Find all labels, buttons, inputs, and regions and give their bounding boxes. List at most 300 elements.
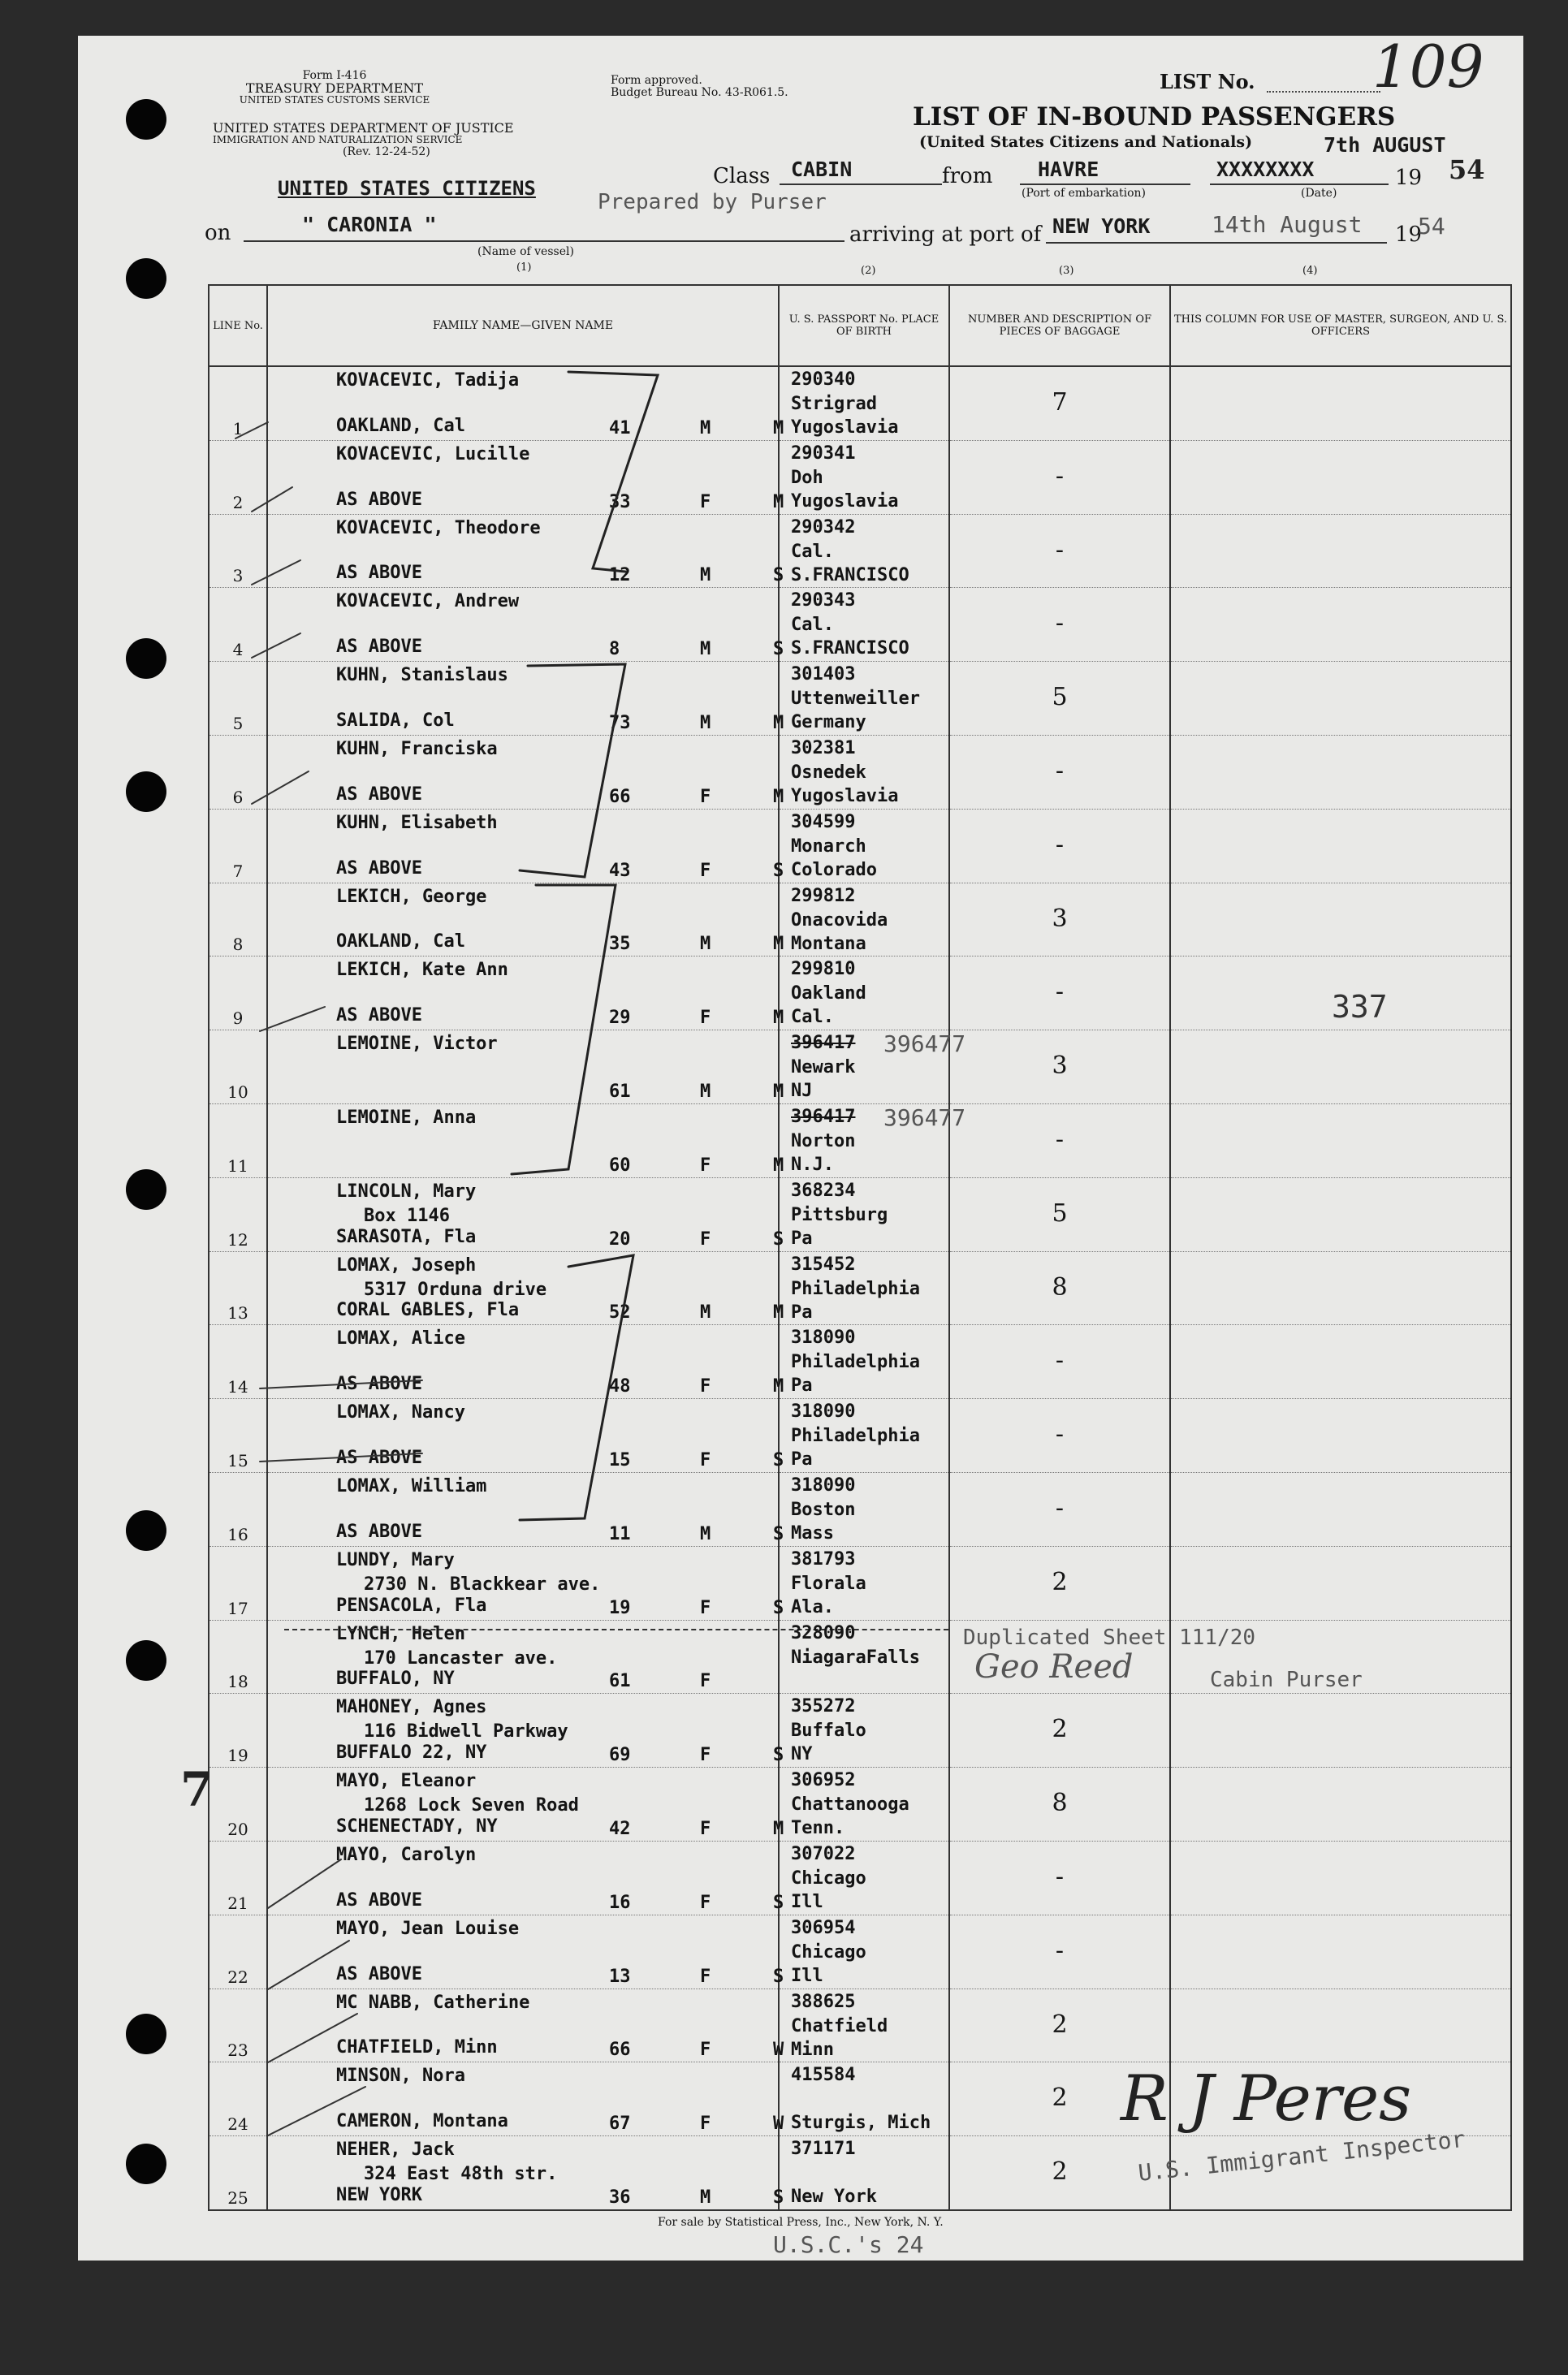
baggage-cell	[949, 366, 1170, 440]
arrival-port: NEW YORK	[1052, 214, 1151, 238]
passenger-marital: M	[773, 417, 784, 438]
passenger-name: MINSON, Nora	[336, 2066, 465, 2087]
passenger-cell	[267, 440, 784, 514]
line-number: 6	[232, 787, 244, 807]
table-row	[209, 1177, 1511, 1251]
birthplace-line2: Yugoslavia	[791, 785, 899, 806]
punch-hole	[126, 1169, 166, 1210]
passenger-marital: S	[773, 1523, 784, 1544]
passport-cell	[779, 1325, 949, 1399]
passenger-sex: F	[700, 1449, 711, 1470]
birthplace	[791, 2014, 888, 2062]
birthplace	[791, 909, 888, 956]
passport-number: 302381	[791, 737, 856, 758]
table-row	[209, 735, 1511, 809]
prepared-by-purser: Prepared by Purser	[598, 190, 827, 214]
birthplace-line2: Yugoslavia	[791, 417, 899, 438]
passenger-sex: F	[700, 2114, 711, 2135]
passport-cell	[779, 440, 949, 514]
table-header-row	[209, 285, 1511, 366]
passenger-name: LOMAX, Alice	[336, 1328, 465, 1349]
form-title: LIST OF IN-BOUND PASSENGERS	[913, 102, 1396, 132]
officer-cell	[1170, 883, 1511, 956]
line-number-cell	[209, 1989, 267, 2062]
us-citizens-label: UNITED STATES CITIZENS	[278, 177, 536, 200]
birthplace-line2: Minn	[791, 2039, 834, 2060]
passport-number: 299810	[791, 959, 856, 980]
passport-number: 290340	[791, 369, 856, 390]
passport-number: 299812	[791, 885, 856, 906]
passenger-marital: S	[773, 1229, 784, 1250]
baggage-count: 7	[1052, 388, 1068, 417]
passenger-address: AS ABOVE	[336, 1005, 422, 1026]
col-name: FAMILY NAME—GIVEN NAME	[267, 285, 779, 366]
passenger-name: LUNDY, Mary	[336, 1549, 455, 1570]
table-row	[209, 883, 1511, 956]
passport-number: 301403	[791, 664, 856, 685]
margin-mark: 7	[180, 1762, 214, 1817]
baggage-count: -	[1055, 978, 1065, 1007]
officer-cell	[1170, 1694, 1511, 1768]
year-arrival: 54	[1418, 213, 1445, 240]
baggage-count: -	[1055, 756, 1065, 785]
birthplace	[791, 1719, 866, 1766]
passenger-sex: F	[700, 1892, 711, 1913]
passport-number: 307022	[791, 1843, 856, 1864]
passport-cell	[779, 1620, 949, 1694]
line-number-cell	[209, 883, 267, 956]
duplicated-note: Duplicated Sheet 111/20	[963, 1626, 1256, 1650]
list-no-label: LIST No.	[1160, 70, 1255, 93]
punch-hole	[126, 1640, 166, 1681]
baggage-count: -	[1055, 1862, 1065, 1891]
passenger-name: KUHN, Franciska	[336, 738, 498, 759]
passenger-marital: M	[773, 491, 784, 512]
passenger-name: MAHONEY, Agnes	[336, 1697, 487, 1718]
baggage-count: 2	[1052, 1715, 1068, 1744]
baggage-count: 5	[1052, 683, 1068, 712]
punch-hole	[126, 771, 166, 812]
passenger-marital: S	[773, 1597, 784, 1618]
purser-signature: Geo Reed	[974, 1648, 1134, 1686]
passenger-marital: S	[773, 639, 784, 660]
line-number-cell	[209, 956, 267, 1030]
birthplace-line2: Pa	[791, 1449, 813, 1470]
passenger-cell	[267, 1251, 784, 1325]
baggage-cell	[949, 1177, 1170, 1251]
birthplace-line1: NiagaraFalls	[791, 1647, 920, 1668]
birthplace-line1: Philadelphia	[791, 1352, 920, 1373]
passenger-address: PENSACOLA, Fla	[336, 1595, 487, 1616]
birthplace	[791, 466, 898, 513]
birthplace	[791, 687, 920, 734]
table-row	[209, 1103, 1511, 1177]
passenger-address: AS ABOVE	[336, 1447, 422, 1468]
table-row	[209, 1841, 1511, 1915]
birthplace-line2: Ill	[791, 1891, 823, 1912]
birthplace	[791, 1941, 866, 1988]
birthplace-line2: NJ	[791, 1081, 813, 1102]
passport-number: 381793	[791, 1548, 856, 1570]
line-number: 13	[227, 1303, 248, 1324]
passenger-age: 19	[609, 1597, 631, 1618]
table-row	[209, 1768, 1511, 1842]
line-number-cell	[209, 1251, 267, 1325]
passenger-sex: F	[700, 786, 711, 807]
officer-cell	[1170, 1030, 1511, 1104]
table-row	[209, 1399, 1511, 1473]
passenger-street: 2730 N. Blackkear ave.	[364, 1574, 601, 1595]
officer-cell	[1170, 588, 1511, 662]
inspector-signature: R J Peres	[1121, 2062, 1412, 2135]
passenger-name: LEMOINE, Anna	[336, 1107, 477, 1128]
passenger-sex: M	[700, 565, 711, 586]
birthplace-line1: Strigrad	[791, 394, 877, 414]
passenger-address: AS ABOVE	[336, 1521, 422, 1542]
passenger-sex: F	[700, 1229, 711, 1250]
officer-cell	[1170, 1472, 1511, 1546]
passenger-street: 1268 Lock Seven Road	[364, 1795, 579, 1816]
passenger-sex: F	[700, 1966, 711, 1987]
birthplace-line2: New York	[791, 2187, 877, 2208]
line-number: 1	[232, 418, 244, 438]
form-subtitle: (United States Citizens and Nationals)	[919, 133, 1253, 151]
passenger-sex: F	[700, 1818, 711, 1839]
passenger-cell	[267, 1325, 784, 1399]
baggage-count: -	[1055, 535, 1065, 564]
passport-number: 368234	[791, 1180, 856, 1201]
table-row	[209, 1325, 1511, 1399]
officer-cell	[1170, 1989, 1511, 2062]
passenger-street: 170 Lancaster ave.	[364, 1647, 558, 1669]
passenger-sex: M	[700, 1523, 711, 1544]
passenger-cell	[267, 1030, 784, 1104]
passenger-age: 48	[609, 1376, 631, 1397]
line-number-cell	[209, 1768, 267, 1842]
passport-number: 290342	[791, 516, 856, 538]
line-number: 4	[232, 640, 244, 660]
passenger-sex: M	[700, 1081, 711, 1102]
line-number: 20	[227, 1819, 248, 1839]
passenger-address: SCHENECTADY, NY	[336, 1816, 498, 1837]
passport-number: 290343	[791, 590, 856, 611]
baggage-cell	[949, 956, 1170, 1030]
passenger-cell	[267, 1694, 784, 1768]
header-justice-block	[213, 122, 578, 158]
passport-number: 355272	[791, 1696, 856, 1717]
passenger-address: CHATFIELD, Minn	[336, 2037, 498, 2058]
passenger-age: 60	[609, 1155, 631, 1176]
officer-cell	[1170, 366, 1511, 440]
passenger-name: KOVACEVIC, Theodore	[336, 517, 541, 538]
line-number: 21	[227, 1893, 248, 1913]
passenger-sex: M	[700, 639, 711, 660]
line-number-cell	[209, 1030, 267, 1104]
arrival-date: 14th August	[1212, 211, 1363, 238]
birthplace-line2: Yugoslavia	[791, 490, 899, 512]
passenger-address: BUFFALO, NY	[336, 1669, 455, 1690]
passenger-name: NEHER, Jack	[336, 2140, 455, 2161]
birthplace-line2: Pa	[791, 1228, 813, 1249]
passport-number: 328090	[791, 1622, 856, 1643]
baggage-cell	[949, 2136, 1170, 2210]
baggage-cell	[949, 1546, 1170, 1620]
passport-number: 315452	[791, 1254, 856, 1275]
line-number-cell	[209, 440, 267, 514]
passenger-age: 69	[609, 1745, 631, 1766]
baggage-count: 5	[1052, 1198, 1068, 1228]
passenger-address: AS ABOVE	[336, 1889, 422, 1911]
passenger-name: LEKICH, Kate Ann	[336, 960, 508, 981]
from-label: from	[942, 164, 993, 188]
birthplace	[791, 982, 866, 1029]
passenger-sex: F	[700, 1376, 711, 1397]
passenger-name: LEKICH, George	[336, 886, 487, 907]
punch-hole	[126, 1510, 166, 1551]
passenger-address: AS ABOVE	[336, 1963, 422, 1984]
officer-cell	[1170, 1103, 1511, 1177]
baggage-cell	[949, 1030, 1170, 1104]
passport-number: 318090	[791, 1401, 856, 1423]
passenger-age: 61	[609, 1081, 631, 1102]
baggage-cell	[949, 1472, 1170, 1546]
passenger-cell	[267, 956, 784, 1030]
line-number: 7	[232, 861, 244, 881]
passport-number: 396417	[791, 1106, 856, 1127]
table-row	[209, 956, 1511, 1030]
depart-date: 7th AUGUST	[1324, 133, 1446, 157]
baggage-cell	[949, 662, 1170, 736]
passport-number: 396417	[791, 1033, 856, 1054]
line-number-cell	[209, 735, 267, 809]
passenger-cell	[267, 514, 784, 588]
passenger-address: CAMERON, Montana	[336, 2111, 508, 2132]
line-number: 15	[227, 1450, 248, 1470]
justice-dept: UNITED STATES DEPARTMENT OF JUSTICE	[213, 120, 514, 136]
baggage-cell	[949, 735, 1170, 809]
line-number-cell	[209, 1546, 267, 1620]
officer-cell	[1170, 809, 1511, 883]
vessel-line	[244, 240, 844, 242]
birthplace-line1: Osnedek	[791, 762, 866, 783]
table-row	[209, 366, 1511, 440]
birthplace-line2: Colorado	[791, 859, 877, 880]
passenger-address: NEW YORK	[336, 2184, 422, 2205]
passenger-marital: M	[773, 1302, 784, 1324]
baggage-count: 3	[1052, 1051, 1068, 1081]
passport-cell	[779, 1989, 949, 2062]
baggage-cell	[949, 1325, 1170, 1399]
passenger-name: KUHN, Elisabeth	[336, 812, 498, 833]
passport-cell	[779, 1251, 949, 1325]
passenger-address: SALIDA, Col	[336, 710, 455, 731]
birthplace-line2: NY	[791, 1744, 813, 1765]
year-prefix: 19	[1395, 166, 1423, 190]
passenger-age: 52	[609, 1302, 631, 1324]
passenger-cell	[267, 2136, 784, 2210]
passenger-address: AS ABOVE	[336, 784, 422, 805]
birthplace-line2: S.FRANCISCO	[791, 564, 909, 585]
passenger-address: OAKLAND, Cal	[336, 931, 465, 952]
table-row	[209, 1472, 1511, 1546]
baggage-cell	[949, 1694, 1170, 1768]
officer-cell	[1170, 1915, 1511, 1989]
form-approved: Form approved.	[611, 74, 702, 87]
passenger-name: LYNCH, Helen	[336, 1623, 465, 1644]
birthplace-line2: Sturgis, Mich	[791, 2113, 931, 2134]
passenger-sex: F	[700, 1745, 711, 1766]
passenger-marital: S	[773, 860, 784, 881]
passenger-marital: S	[773, 1892, 784, 1913]
officer-cell	[1170, 1399, 1511, 1473]
birthplace-line1: Monarch	[791, 836, 866, 857]
birthplace-line1: Chicago	[791, 1868, 866, 1889]
passenger-address: AS ABOVE	[336, 857, 422, 879]
passenger-address: AS ABOVE	[336, 489, 422, 510]
line-number: 16	[227, 1524, 248, 1544]
passport-correction: 396477	[883, 1103, 966, 1131]
col-baggage: NUMBER AND DESCRIPTION OF PIECES OF BAGGAGE	[949, 285, 1170, 366]
line-number-cell	[209, 1915, 267, 1989]
passenger-address: AS ABOVE	[336, 637, 422, 658]
passenger-age: 12	[609, 565, 631, 586]
baggage-count: -	[1055, 609, 1065, 638]
birthplace	[791, 2088, 931, 2135]
passenger-cell	[267, 1989, 784, 2062]
passenger-address: OAKLAND, Cal	[336, 415, 465, 436]
passenger-marital: S	[773, 565, 784, 586]
passenger-age: 36	[609, 2187, 631, 2208]
form-number: Form I-416	[302, 69, 367, 82]
passenger-cell	[267, 735, 784, 809]
passenger-cell	[267, 366, 784, 440]
passenger-marital: M	[773, 712, 784, 733]
line-number: 24	[227, 2114, 248, 2135]
baggage-cell	[949, 1989, 1170, 2062]
baggage-cell	[949, 588, 1170, 662]
passport-number: 318090	[791, 1328, 856, 1349]
birthplace	[791, 761, 898, 808]
line-number-cell	[209, 1472, 267, 1546]
passport-number: 415584	[791, 2065, 856, 2086]
baggage-cell	[949, 883, 1170, 956]
passenger-address: CORAL GABLES, Fla	[336, 1300, 520, 1321]
passenger-cell	[267, 1546, 784, 1620]
line-number: 12	[227, 1229, 248, 1250]
birthplace	[791, 1350, 920, 1397]
vessel-name: " CARONIA "	[302, 213, 437, 236]
birthplace	[791, 835, 877, 882]
passenger-name: KOVACEVIC, Lucille	[336, 443, 530, 464]
header-agency-block	[213, 70, 456, 106]
passenger-marital: M	[773, 1155, 784, 1176]
inspector-caption: U.S. Immigrant Inspector	[1137, 2125, 1466, 2187]
table-row	[209, 1251, 1511, 1325]
line-number-cell	[209, 588, 267, 662]
baggage-count: 8	[1052, 1272, 1068, 1302]
passport-cell	[779, 809, 949, 883]
passenger-table	[208, 284, 1512, 2211]
line-number: 22	[227, 1967, 248, 1987]
baggage-cell	[949, 1841, 1170, 1915]
passenger-name: MAYO, Eleanor	[336, 1771, 477, 1792]
passenger-cell	[267, 1103, 784, 1177]
officer-cell	[1170, 662, 1511, 736]
baggage-count: -	[1055, 1936, 1065, 1965]
line-number-cell	[209, 1620, 267, 1694]
passport-cell	[779, 1399, 949, 1473]
passenger-name: MC NABB, Catherine	[336, 1992, 530, 2013]
birthplace-line1: Philadelphia	[791, 1278, 920, 1299]
col-line-no: LINE No.	[209, 285, 267, 366]
line-number-cell	[209, 514, 267, 588]
passport-number: 306954	[791, 1917, 856, 1938]
table-row	[209, 1694, 1511, 1768]
passenger-name: KOVACEVIC, Andrew	[336, 591, 520, 612]
baggage-count: 2	[1052, 2010, 1068, 2039]
passport-cell	[779, 588, 949, 662]
passenger-cell	[267, 809, 784, 883]
birthplace-line1: Uttenweiller	[791, 689, 920, 710]
passenger-marital: W	[773, 2040, 784, 2061]
line-number: 17	[227, 1598, 248, 1618]
table-row	[209, 514, 1511, 588]
passport-cell	[779, 883, 949, 956]
passport-cell	[779, 956, 949, 1030]
passport-number: 306952	[791, 1770, 856, 1791]
passenger-marital: M	[773, 786, 784, 807]
passport-number: 388625	[791, 1991, 856, 2012]
line-number: 19	[227, 1746, 248, 1766]
baggage-cell	[949, 514, 1170, 588]
table-row	[209, 1989, 1511, 2062]
passenger-age: 8	[609, 639, 620, 660]
birthplace-line1: Cal.	[791, 541, 834, 562]
baggage-count: 8	[1052, 1789, 1068, 1818]
birthplace-line2: N.J.	[791, 1154, 834, 1175]
birthplace	[791, 1498, 855, 1545]
punch-hole	[126, 99, 166, 140]
baggage-cell	[949, 1103, 1170, 1177]
birthplace	[791, 392, 898, 439]
birthplace-line1: Chatfield	[791, 2015, 888, 2036]
list-no-line	[1267, 91, 1380, 93]
officer-cell	[1170, 440, 1511, 514]
passenger-street: 324 East 48th str.	[364, 2164, 558, 2185]
birthplace-line1: Onacovida	[791, 909, 888, 931]
birthplace-line2: Cal.	[791, 1007, 834, 1028]
birthplace-line2: Montana	[791, 933, 866, 954]
officer-cell	[1170, 735, 1511, 809]
passenger-sex: M	[700, 712, 711, 733]
baggage-cell	[949, 1251, 1170, 1325]
birthplace-line1: Chattanooga	[791, 1794, 909, 1816]
line-number: 8	[232, 935, 244, 955]
line-number: 18	[227, 1672, 248, 1692]
birthplace	[791, 1203, 888, 1250]
passenger-marital: M	[773, 1818, 784, 1839]
table-row	[209, 1546, 1511, 1620]
passenger-name: LINCOLN, Mary	[336, 1181, 477, 1202]
passport-number: 318090	[791, 1475, 856, 1496]
table-row	[209, 809, 1511, 883]
passenger-age: 16	[609, 1892, 631, 1913]
cabin-purser-note: Cabin Purser	[1210, 1668, 1363, 1692]
birthplace-line1: Florala	[791, 1573, 866, 1594]
baggage-count: 2	[1052, 2157, 1068, 2187]
budget-bureau: Budget Bureau No. 43-R061.5.	[611, 86, 788, 99]
passport-cell	[779, 514, 949, 588]
